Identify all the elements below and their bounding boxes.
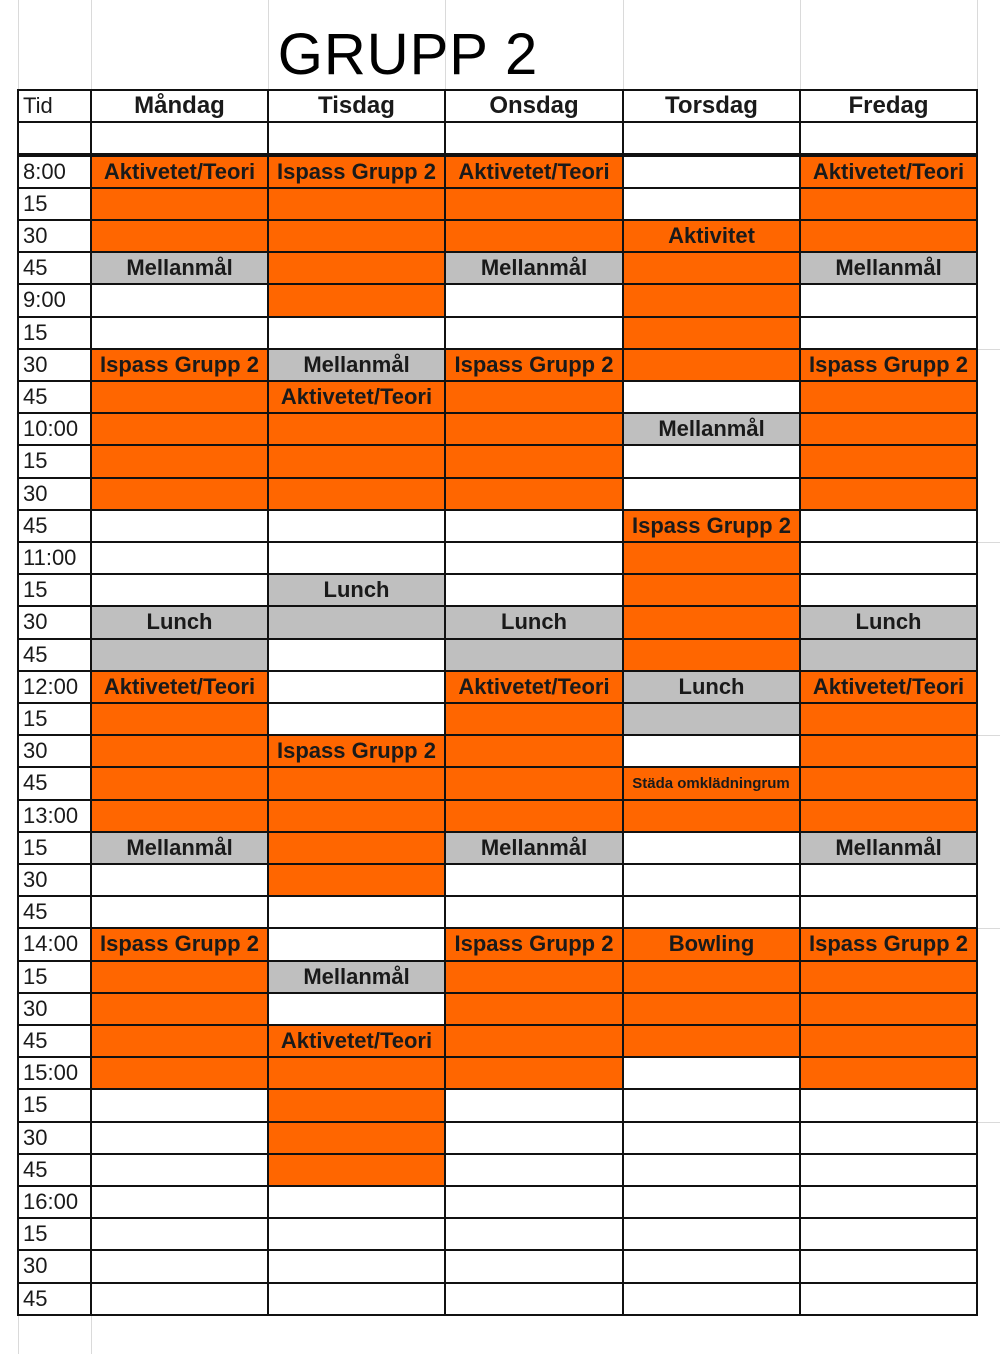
time-label: 15:00 <box>23 1060 79 1086</box>
time-label: 30 <box>23 1253 48 1279</box>
gridline <box>978 735 1000 736</box>
time-label: 8:00 <box>23 158 66 184</box>
time-label: 30 <box>23 995 48 1021</box>
gridline <box>978 349 1000 350</box>
page-title: GRUPP 2 <box>277 22 539 87</box>
time-label: 14:00 <box>23 931 79 957</box>
row-line <box>18 573 978 575</box>
row-line <box>18 992 978 994</box>
event-label: Mellanmål <box>126 834 233 860</box>
time-label: 45 <box>23 512 48 538</box>
event-label: Ispass Grupp 2 <box>100 931 259 957</box>
time-label: 45 <box>23 383 48 409</box>
time-label: 45 <box>23 255 48 281</box>
time-label: 15 <box>23 705 48 731</box>
time-label: 15 <box>23 963 48 989</box>
event-label: Mellanmål <box>835 834 942 860</box>
row-line <box>18 316 978 318</box>
event-label: Mellanmål <box>126 255 233 281</box>
day-header: Onsdag <box>489 92 579 119</box>
event-label: Aktivitet <box>668 222 755 248</box>
time-label: 45 <box>23 770 48 796</box>
row-line <box>18 1056 978 1058</box>
event-label: Mellanmål <box>835 255 942 281</box>
event-label: Ispass Grupp 2 <box>454 931 614 957</box>
gridline <box>18 0 19 90</box>
time-label: 15 <box>23 577 48 603</box>
event-label: Lunch <box>501 609 567 635</box>
time-label: 45 <box>23 1156 48 1182</box>
row-line <box>18 1088 978 1090</box>
event-label: Bowling <box>668 931 755 957</box>
time-label: 45 <box>23 1027 48 1053</box>
row-line <box>18 1153 978 1155</box>
event-label: Ispass Grupp 2 <box>100 351 259 377</box>
time-label: 15 <box>23 448 48 474</box>
event-label: Lunch <box>146 609 213 635</box>
event-label: Lunch <box>678 673 745 699</box>
event-label: Ispass Grupp 2 <box>277 158 436 184</box>
time-label: 15 <box>23 1092 48 1118</box>
gridline <box>91 1315 92 1354</box>
time-label: 30 <box>23 222 48 248</box>
gridline <box>91 0 92 90</box>
row-line <box>18 509 978 511</box>
gridline <box>978 928 1000 929</box>
time-label: 30 <box>23 480 48 506</box>
time-label: 16:00 <box>23 1188 79 1214</box>
row-line <box>18 1185 978 1187</box>
time-label: 9:00 <box>23 287 66 313</box>
event-label: Ispass Grupp 2 <box>277 738 436 764</box>
row-line <box>18 412 978 414</box>
row-line <box>18 895 978 897</box>
time-label: 30 <box>23 1124 48 1150</box>
event-label: Mellanmål <box>658 416 765 442</box>
event-label: Städa omklädningrum <box>632 774 790 792</box>
time-label: 45 <box>23 899 48 925</box>
row-line <box>18 541 978 543</box>
event-label: Aktivetet/Teori <box>812 673 965 699</box>
event-label: Aktivetet/Teori <box>458 158 610 184</box>
row-line <box>18 1217 978 1219</box>
row-line <box>18 1314 978 1316</box>
event-label: Ispass Grupp 2 <box>809 351 968 377</box>
gridline <box>623 0 624 90</box>
time-label: 15 <box>23 1221 48 1247</box>
day-header: Tisdag <box>318 92 395 119</box>
event-label: Mellanmål <box>303 963 410 989</box>
event-label: Aktivetet/Teori <box>458 673 610 699</box>
row-line <box>18 1249 978 1251</box>
day-header: Måndag <box>134 92 225 119</box>
time-label: 12:00 <box>23 673 79 699</box>
time-label: 30 <box>23 738 48 764</box>
event-label: Lunch <box>323 577 390 603</box>
event-label: Ispass Grupp 2 <box>454 351 614 377</box>
event-label: Ispass Grupp 2 <box>809 931 968 957</box>
time-label: 11:00 <box>23 544 77 570</box>
row-line <box>18 799 978 801</box>
time-label: 15 <box>23 319 48 345</box>
day-header: Fredag <box>848 92 929 119</box>
row-line <box>18 477 978 479</box>
event-label: Mellanmål <box>480 255 588 281</box>
event-label: Aktivetet/Teori <box>103 158 256 184</box>
row-line <box>18 219 978 221</box>
event-label: Aktivetet/Teori <box>103 673 256 699</box>
event-label: Aktivetet/Teori <box>280 383 433 409</box>
event-label: Aktivetet/Teori <box>280 1027 433 1053</box>
time-label: 30 <box>23 609 48 635</box>
row-line <box>18 766 978 768</box>
row-line <box>18 444 978 446</box>
time-label: 45 <box>23 641 48 667</box>
event-label: Aktivetet/Teori <box>812 158 965 184</box>
event-label: Ispass Grupp 2 <box>632 512 791 538</box>
time-label: 30 <box>23 866 48 892</box>
event-label: Lunch <box>855 609 922 635</box>
time-label: 30 <box>23 351 48 377</box>
row-line <box>18 1121 978 1123</box>
day-header: Torsdag <box>665 92 758 119</box>
row-line <box>18 1282 978 1284</box>
gridline <box>18 1315 19 1354</box>
time-label: 15 <box>23 190 48 216</box>
time-label: 10:00 <box>23 416 79 442</box>
gridline <box>978 542 1000 543</box>
gridline <box>800 0 801 90</box>
event-label: Mellanmål <box>303 351 410 377</box>
time-label: 15 <box>23 834 48 860</box>
time-label: 45 <box>23 1285 48 1311</box>
time-label: 13:00 <box>23 802 79 828</box>
event-label: Mellanmål <box>480 834 588 860</box>
time-header: Tid <box>23 93 53 118</box>
row-line <box>18 1024 978 1026</box>
row-line <box>18 734 978 736</box>
gridline <box>977 0 978 90</box>
gridline <box>978 1122 1000 1123</box>
